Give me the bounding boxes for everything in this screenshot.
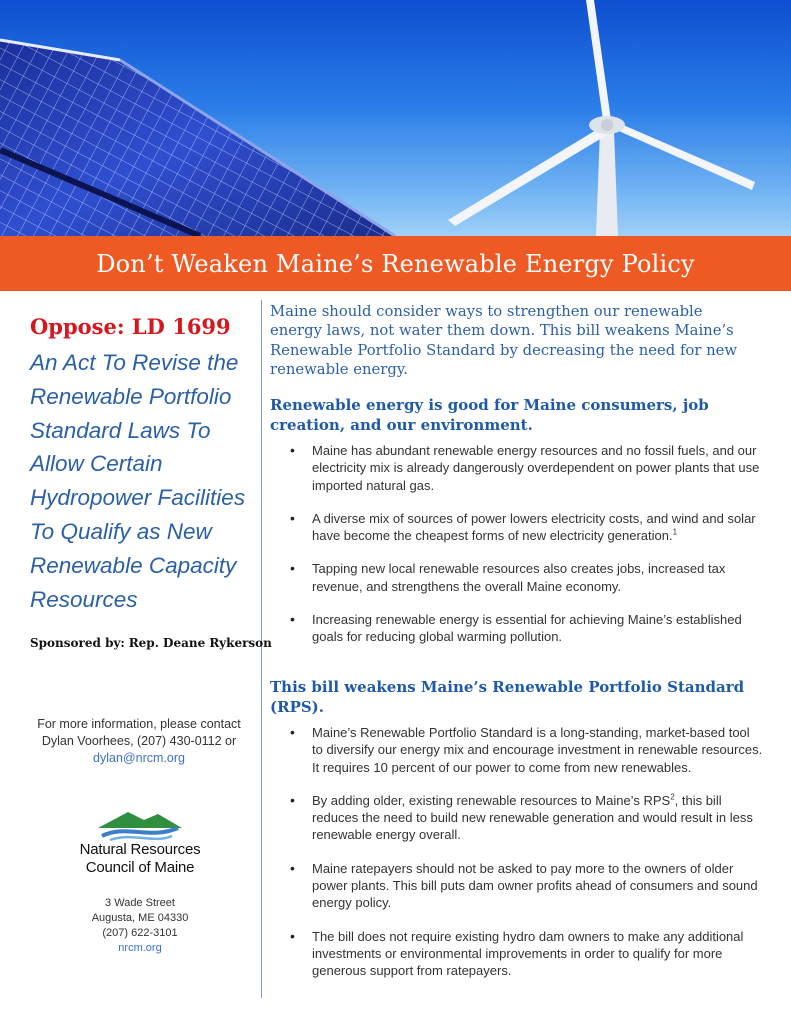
section1-bullet-list [284,442,764,646]
bullet-text-continued: , this bill reduces the need to build new renewable generation and would result in less renewable energy overall. [312,792,753,843]
website-link[interactable]: nrcm.org [118,942,162,954]
list-item [284,860,764,912]
bullet-text: Tapping new local renewable resources also creates jobs, increased tax revenue, and strengthens the overall Maine economy. [312,561,726,594]
organization-name [62,841,218,877]
bullet-text: By adding older, existing renewable resources to Maine’s RPS [312,792,671,808]
organization-name-line2: Council of Maine [85,859,195,876]
contact-name-phone: Dylan Voorhees, (207) 430-0112 or [41,734,237,748]
sponsor-line [30,636,272,650]
section2-heading: This bill weakens Maine’s Renewable Portfolio Standard (RPS). [270,678,745,716]
organization-name-line1: Natural Resources [79,841,201,858]
list-item [284,792,764,844]
list-item [284,928,764,980]
solar-panel [0,40,395,236]
contact-info [18,716,260,767]
section2-bullet-list [284,724,764,980]
address-street: 3 Wade Street [105,897,175,909]
bullet-text: Maine’s Renewable Portfolio Standard is a long-standing, market-based tool to diversify our energy mix and encourage investment in renewable resources. It requires 10 percent of our power to come from new renewables. [312,725,763,775]
bullet-text: Maine ratepayers should not be asked to pay more to the owners of older power plants. This bill puts dam owner profits ahead of consumers and sound energy policy. [312,860,758,911]
oppose-heading: Oppose: LD 1699 [30,314,231,339]
bullet-text: A diverse mix of sources of power lowers electricity costs, and wind and solar have become the cheapest forms of new electricity generation. [312,510,756,544]
contact-line: For more information, please contact [37,717,241,731]
list-item [284,560,764,595]
bullet-text: Increasing renewable energy is essential for achieving Maine’s established goals for reducing global warming pollution. [312,612,742,645]
sponsor-label: Sponsored by: [30,636,125,650]
address-phone: (207) 622-3101 [102,927,178,939]
solar-and-wind-illustration [0,0,791,236]
sponsor-name: Rep. Deane Rykerson [128,636,272,650]
intro-paragraph: Maine should consider ways to strengthen our renewable energy laws, not water them down. This bill weakens Maine’s Renewable Portfolio Standard by decreasing the need for new renewable energy. [270,303,738,378]
footnote-ref: 1 [672,527,678,537]
list-item [284,510,764,545]
list-item [284,611,764,646]
footnote-ref: 2 [670,792,675,802]
section1-heading: Renewable energy is good for Maine consumers, job creation, and our environment. [270,396,709,434]
list-item [284,442,764,494]
bullet-text: The bill does not require existing hydro dam owners to make any additional investments or environmental improvements in order to qualify for more generous support from ratepayers. [312,928,744,979]
contact-email-link[interactable]: dylan@nrcm.org [93,751,185,765]
bullet-text: Maine has abundant renewable energy resources and no fossil fuels, and our electricity mix is already dangerously overdependent on power plants that use imported natural gas. [312,443,760,493]
wind-turbine [448,0,755,236]
title-banner [0,236,791,291]
organization-address [58,896,222,956]
list-item [284,724,764,776]
address-city: Augusta, ME 04330 [91,912,189,924]
bill-title: An Act To Revise the Renewable Portfolio Standard Laws To Allow Certain Hydropower Facilities To Qualify as New Renewable Capacity Resources [30,350,246,612]
page-title: Don’t Weaken Maine’s Renewable Energy Policy [96,249,695,278]
hero-image [0,0,791,236]
mountain-river-icon [66,806,216,842]
